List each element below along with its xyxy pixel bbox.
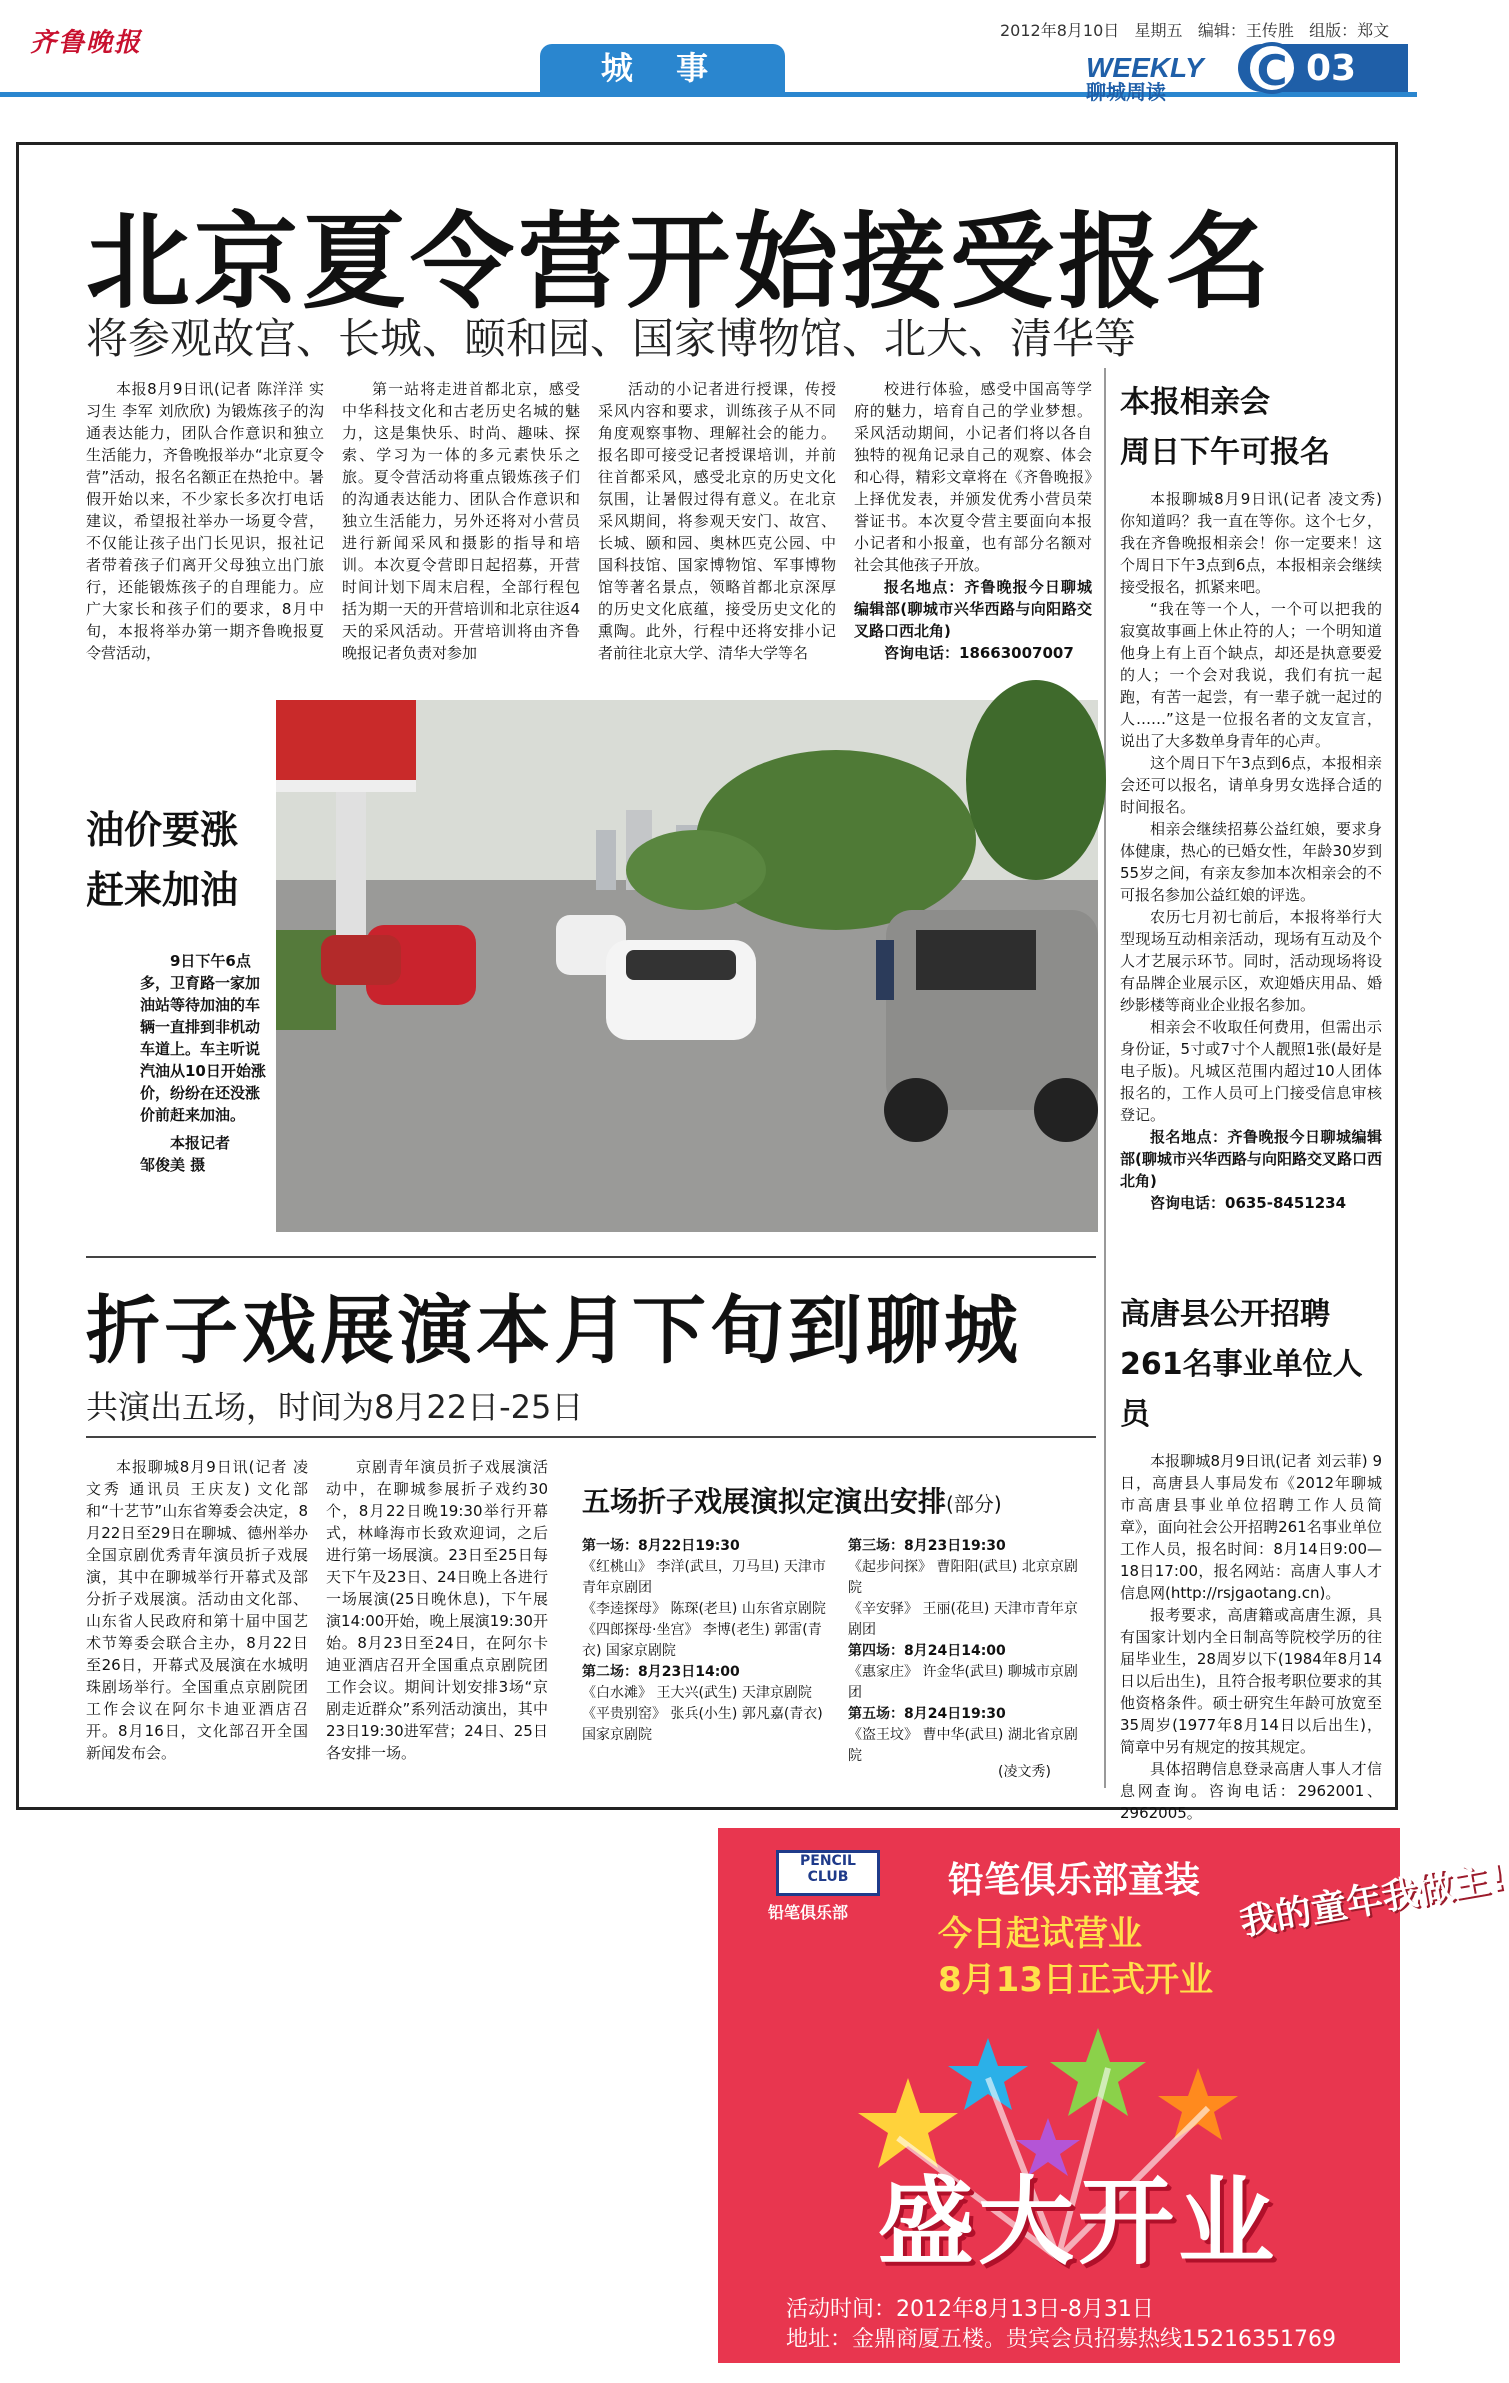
sidebar-matchmaking: 本报相亲会 周日下午可报名 本报聊城8月9日讯(记者 凌文秀) 你知道吗？我一直在等你。这个七夕，我在齐鲁晚报相亲会！你一定要来！这个周日下午3点到6点，本报相亲会继续接受报名，抓紧来吧。 “我在等一个人，一个可以把我的寂寞故事画上休止符的人；一个明知道他身上有上百个缺点，却还是执意要爱的人；一个会对我说，我们有抗一起跑，有苦一起尝，有一辈子就一起过的人……”这是一位报名者的文友宣言，说出了大多数单身青年的心声。 这个周日下午3点到6点，本报相亲会还可以报名，请单身男女选择合适的时间报名。 相亲会继续招募公益红娘，要求身体健康，热心的已婚女性，年龄30岁到55岁之间，有亲友参加本次相亲会的不可报名参加公益红娘的评选。 农历七月初七前后，本报将举行大型现场互动相亲活动，现场有互动及个人才艺展示环节。同时，活动现场将设有品牌企业展示区，欢迎婚庆用品、婚纱影楼等商业企业报名参加。 相亲会不收取任何费用，但需出示身份证，5寸或7寸个人靓照1张(最好是电子版)。凡城区范围内超过10人团体报名的，工作人员可上门接受信息审核登记。 报名地点：齐鲁晚报今日聊城编辑部(聊城市兴华西路与向阳路交叉路口西北角) 咨询电话：0635-8451234 (1120, 378, 1382, 1214)
story2-column-1: 本报聊城8月9日讯(记者 凌文秀 通讯员 王庆友) 文化部和“十艺节”山东省筹委会决定，8月22日至29日在聊城、德州举办全国京剧优秀青年演员折子戏展演，其中在聊城举行开幕式及部分折子戏展演。活动由文化部、山东省人民政府和第十届中国艺术节筹委会联合主办，8月22日至26日，开幕式及展演在水城明珠剧场举行。全国重点京剧院团工作会议在阿尔卡迪亚酒店召开。8月16日，文化部召开全国新闻发布会。 (86, 1458, 308, 1762)
schedule-line: 《辛安驿》 王丽(花旦) 天津市青年京剧团 (848, 1601, 1078, 1638)
story2-rule (86, 1436, 1096, 1438)
weekday: 星期五 (1134, 21, 1183, 40)
weekly-en: WEEKLY (1086, 52, 1204, 83)
advertisement-pencil-club[interactable] (718, 1828, 1509, 2363)
sidebar-recruitment: 高唐县公开招聘 261名事业单位人员 本报聊城8月9日讯(记者 刘云菲) 9日，高唐县人事局发布《2012年聊城市高唐县事业单位招聘工作人员简章》，面向社会公开招聘261名事业单位工作人员，报名时间：8月14日9:00—18日17:00，报名网站：高唐人事人才信息网(http://rsjgaotang.cn)。 报考要求，高唐籍或高唐生源，具有国家计划内全日制高等院校学历的往届毕业生，28周岁以下(1984年8月14日以后出生)，且符合报考职位要求的其他资格条件。硕士研究生年龄可放宽至35周岁(1977年8月14日以后出生)，简章中另有规定的按其规定。 具体招聘信息登录高唐人事人才信息网查询。咨询电话：2962001、2962005。 (1120, 1290, 1382, 1824)
story1-column-3: 活动的小记者进行授课，传授采风内容和要求，训练孩子从不同角度观察事物、理解社会的能力。报名即可接受记者授课培训，并前往首都采风，感受北京的历史文化氛围，让暑假过得有意义。在北京采风期间，将参观天安门、故宫、长城、颐和园、奥林匹克公园、中国科技馆、国家博物馆、军事博物馆等著名景点，领略首都北京深厚的历史文化底蕴，接受历史文化的熏陶。此外，行程中还将安排小记者前往北京大学、清华大学等名 (598, 380, 836, 662)
story1-address: 报名地点：齐鲁晚报今日聊城编辑部(聊城市兴华西路与向阳路交叉路口西北角) (854, 578, 1092, 640)
ad-address: 地址：金鼎商厦五楼。贵宾会员招募热线15216351769 (786, 2327, 1336, 2352)
schedule-line: 《红桃山》 李洋(武旦，刀马旦) 天津市青年京剧团 (582, 1559, 826, 1596)
sidebar1-address: 报名地点：齐鲁晚报今日聊城编辑部(聊城市兴华西路与向阳路交叉路口西北角) (1120, 1128, 1382, 1190)
page-number: 03 (1306, 48, 1357, 89)
ad-trial-opening: 今日起试营业 (938, 1914, 1142, 1954)
sidebar-divider (1104, 368, 1106, 1788)
schedule-line: 《盗王坟》 曹中华(武旦) 湖北省京剧院 (848, 1727, 1078, 1764)
schedule-line: 第一场：8月22日19:30 (582, 1538, 740, 1554)
sidebar1-title-2: 周日下午可报名 (1120, 435, 1330, 470)
schedule-line: 第五场：8月24日19:30 (848, 1706, 1006, 1722)
oil-caption: 9日下午6点多，卫育路一家加油站等待加油的车辆一直排到非机动车道上。车主听说汽油从10日开始涨价，纷纷在还没涨价前赶来加油。 本报记者 邹俊美 摄 (140, 952, 266, 1174)
date: 2012年8月10日 (1000, 21, 1120, 40)
masthead: 齐鲁晚报 (30, 28, 143, 58)
story1-column-2: 第一站将走进首都北京，感受中华科技文化和古老历史名城的魅力，这是集快乐、时尚、趣味、探索、学习为一体的多元素快乐之旅。夏令营活动将重点锻炼孩子们的沟通表达能力、团队合作意识和独立生活能力，另外还将对小营员进行新闻采风和摄影的指导和培训。本次夏令营即日起招募，开营时间计划下周末启程，全部行程包括为期一天的开营培训和北京往返4天的采风活动。开营培训将由齐鲁晚报记者负责对参加 (342, 380, 580, 662)
gas-station-photo (276, 700, 1098, 1232)
layout-editor: 组版：郑文 (1309, 21, 1390, 40)
subhead-opera: 共演出五场，时间为8月22日-25日 (86, 1388, 584, 1426)
story-divider (86, 1256, 1096, 1258)
sidebar2-title-1: 高唐县公开招聘 (1120, 1297, 1330, 1332)
editor: 编辑：王传胜 (1197, 21, 1294, 40)
schedule-line: 《白水滩》 王大兴(武生) 天津京剧院 (582, 1685, 812, 1701)
weekly-logo (1086, 54, 1204, 102)
schedule-line: 《李逵探母》 陈琛(老旦) 山东省京剧院 (582, 1601, 826, 1617)
subhead-summer-camp: 将参观故宫、长城、颐和园、国家博物馆、北大、清华等 (86, 314, 1137, 363)
story1-column-1: 本报8月9日讯(记者 陈洋洋 实习生 李军 刘欣欣) 为锻炼孩子的沟通表达能力，团队合作意识和独立生活能力，齐鲁晚报举办“北京夏令营”活动，报名名额正在热抢中。暑假开始以来，不少家长多次打电话建议，希望报社举办一场夏令营，不仅能让孩子出门长见识，报社记者带着孩子们离开父母独立出门旅行，还能锻炼孩子的自理能力。应广大家长和孩子们的要求，8月中旬，本报将举办第一期齐鲁晚报夏令营活动， (86, 380, 324, 662)
weekly-cn: 聊城周读 (1086, 80, 1166, 104)
schedule-line: 第二场：8月23日14:00 (582, 1664, 740, 1680)
pencil-club-logo: PENCIL CLUB (776, 1850, 880, 1896)
ad-brand: 铅笔俱乐部童装 (948, 1860, 1201, 1901)
section-tab: 城 事 (540, 44, 785, 92)
ad-official-opening: 8月13日正式开业 (938, 1960, 1213, 2000)
sidebar1-title-1: 本报相亲会 (1120, 385, 1270, 420)
schedule-credit: (凌文秀) (998, 1764, 1051, 1780)
ad-slogan: 我的童年我做主! (1237, 1856, 1509, 1944)
schedule-left (582, 1536, 832, 1746)
story2-column-2: 京剧青年演员折子戏展演活动中，在聊城参展折子戏约30个，8月22日晚19:30举行开幕式，林峰海市长致欢迎词，之后进行第一场展演。23日至25日每天下午及23日、24日晚上各进行一场展演(25日晚休息)，下午展演14:00开始，晚上展演19:30开始。8月23日至24日，在阿尔卡迪亚酒店召开全国重点京剧院团工作会议。期间计划安排3场“京剧走近群众”系列活动演出，其中23日19:30进军营；24日、25日各安排一场。 (326, 1458, 548, 1762)
pencil-club-logo-cn: 铅笔俱乐部 (768, 1903, 849, 1922)
page-badge (1238, 44, 1408, 95)
oil-headline: 油价要涨 赶来加油 (86, 808, 239, 912)
headline-opera: 折子戏展演本月下旬到聊城 (86, 1288, 1022, 1374)
schedule-title: 五场折子戏展演拟定演出安排(部分) (582, 1485, 1002, 1518)
header-rule (0, 92, 1417, 97)
headline-summer-camp: 北京夏令营开始接受报名 (86, 201, 1275, 323)
sidebar2-title-2: 261名事业单位人员 (1120, 1347, 1363, 1432)
page-letter: C (1246, 42, 1298, 94)
schedule-line: 《四郎探母·坐宫》 李博(老生) 郭雷(青衣) 国家京剧院 (582, 1622, 822, 1659)
schedule-line: 《起步问探》 曹阳阳(武旦) 北京京剧院 (848, 1559, 1078, 1596)
ad-event-time: 活动时间：2012年8月13日-8月31日 (786, 2297, 1154, 2322)
dateline (1000, 18, 1389, 41)
schedule-right (848, 1536, 1088, 1767)
schedule-line: 第四场：8月24日14:00 (848, 1643, 1006, 1659)
sidebar1-phone: 咨询电话：0635-8451234 (1150, 1194, 1347, 1212)
schedule-line: 《平贵别窑》 张兵(小生) 郭凡嘉(青衣) 国家京剧院 (582, 1706, 823, 1743)
story1-phone: 咨询电话：18663007007 (884, 644, 1074, 662)
schedule-line: 《惠家庄》 许金华(武旦) 聊城市京剧团 (848, 1664, 1078, 1701)
ad-grand-opening: 盛大开业 (878, 2166, 1278, 2278)
story1-column-4: 校进行体验，感受中国高等学府的魅力，培育自己的学业梦想。采风活动期间，小记者们将以各自独特的视角记录自己的观察、体会和心得，精彩文章将在《齐鲁晚报》上择优发表，并颁发优秀小营员荣誉证书。本次夏令营主要面向本报小记者和小报童，也有部分名额对社会其他孩子开放。 报名地点：齐鲁晚报今日聊城编辑部(聊城市兴华西路与向阳路交叉路口西北角) 咨询电话：18663007007 (854, 380, 1092, 662)
schedule-line: 第三场：8月23日19:30 (848, 1538, 1006, 1554)
